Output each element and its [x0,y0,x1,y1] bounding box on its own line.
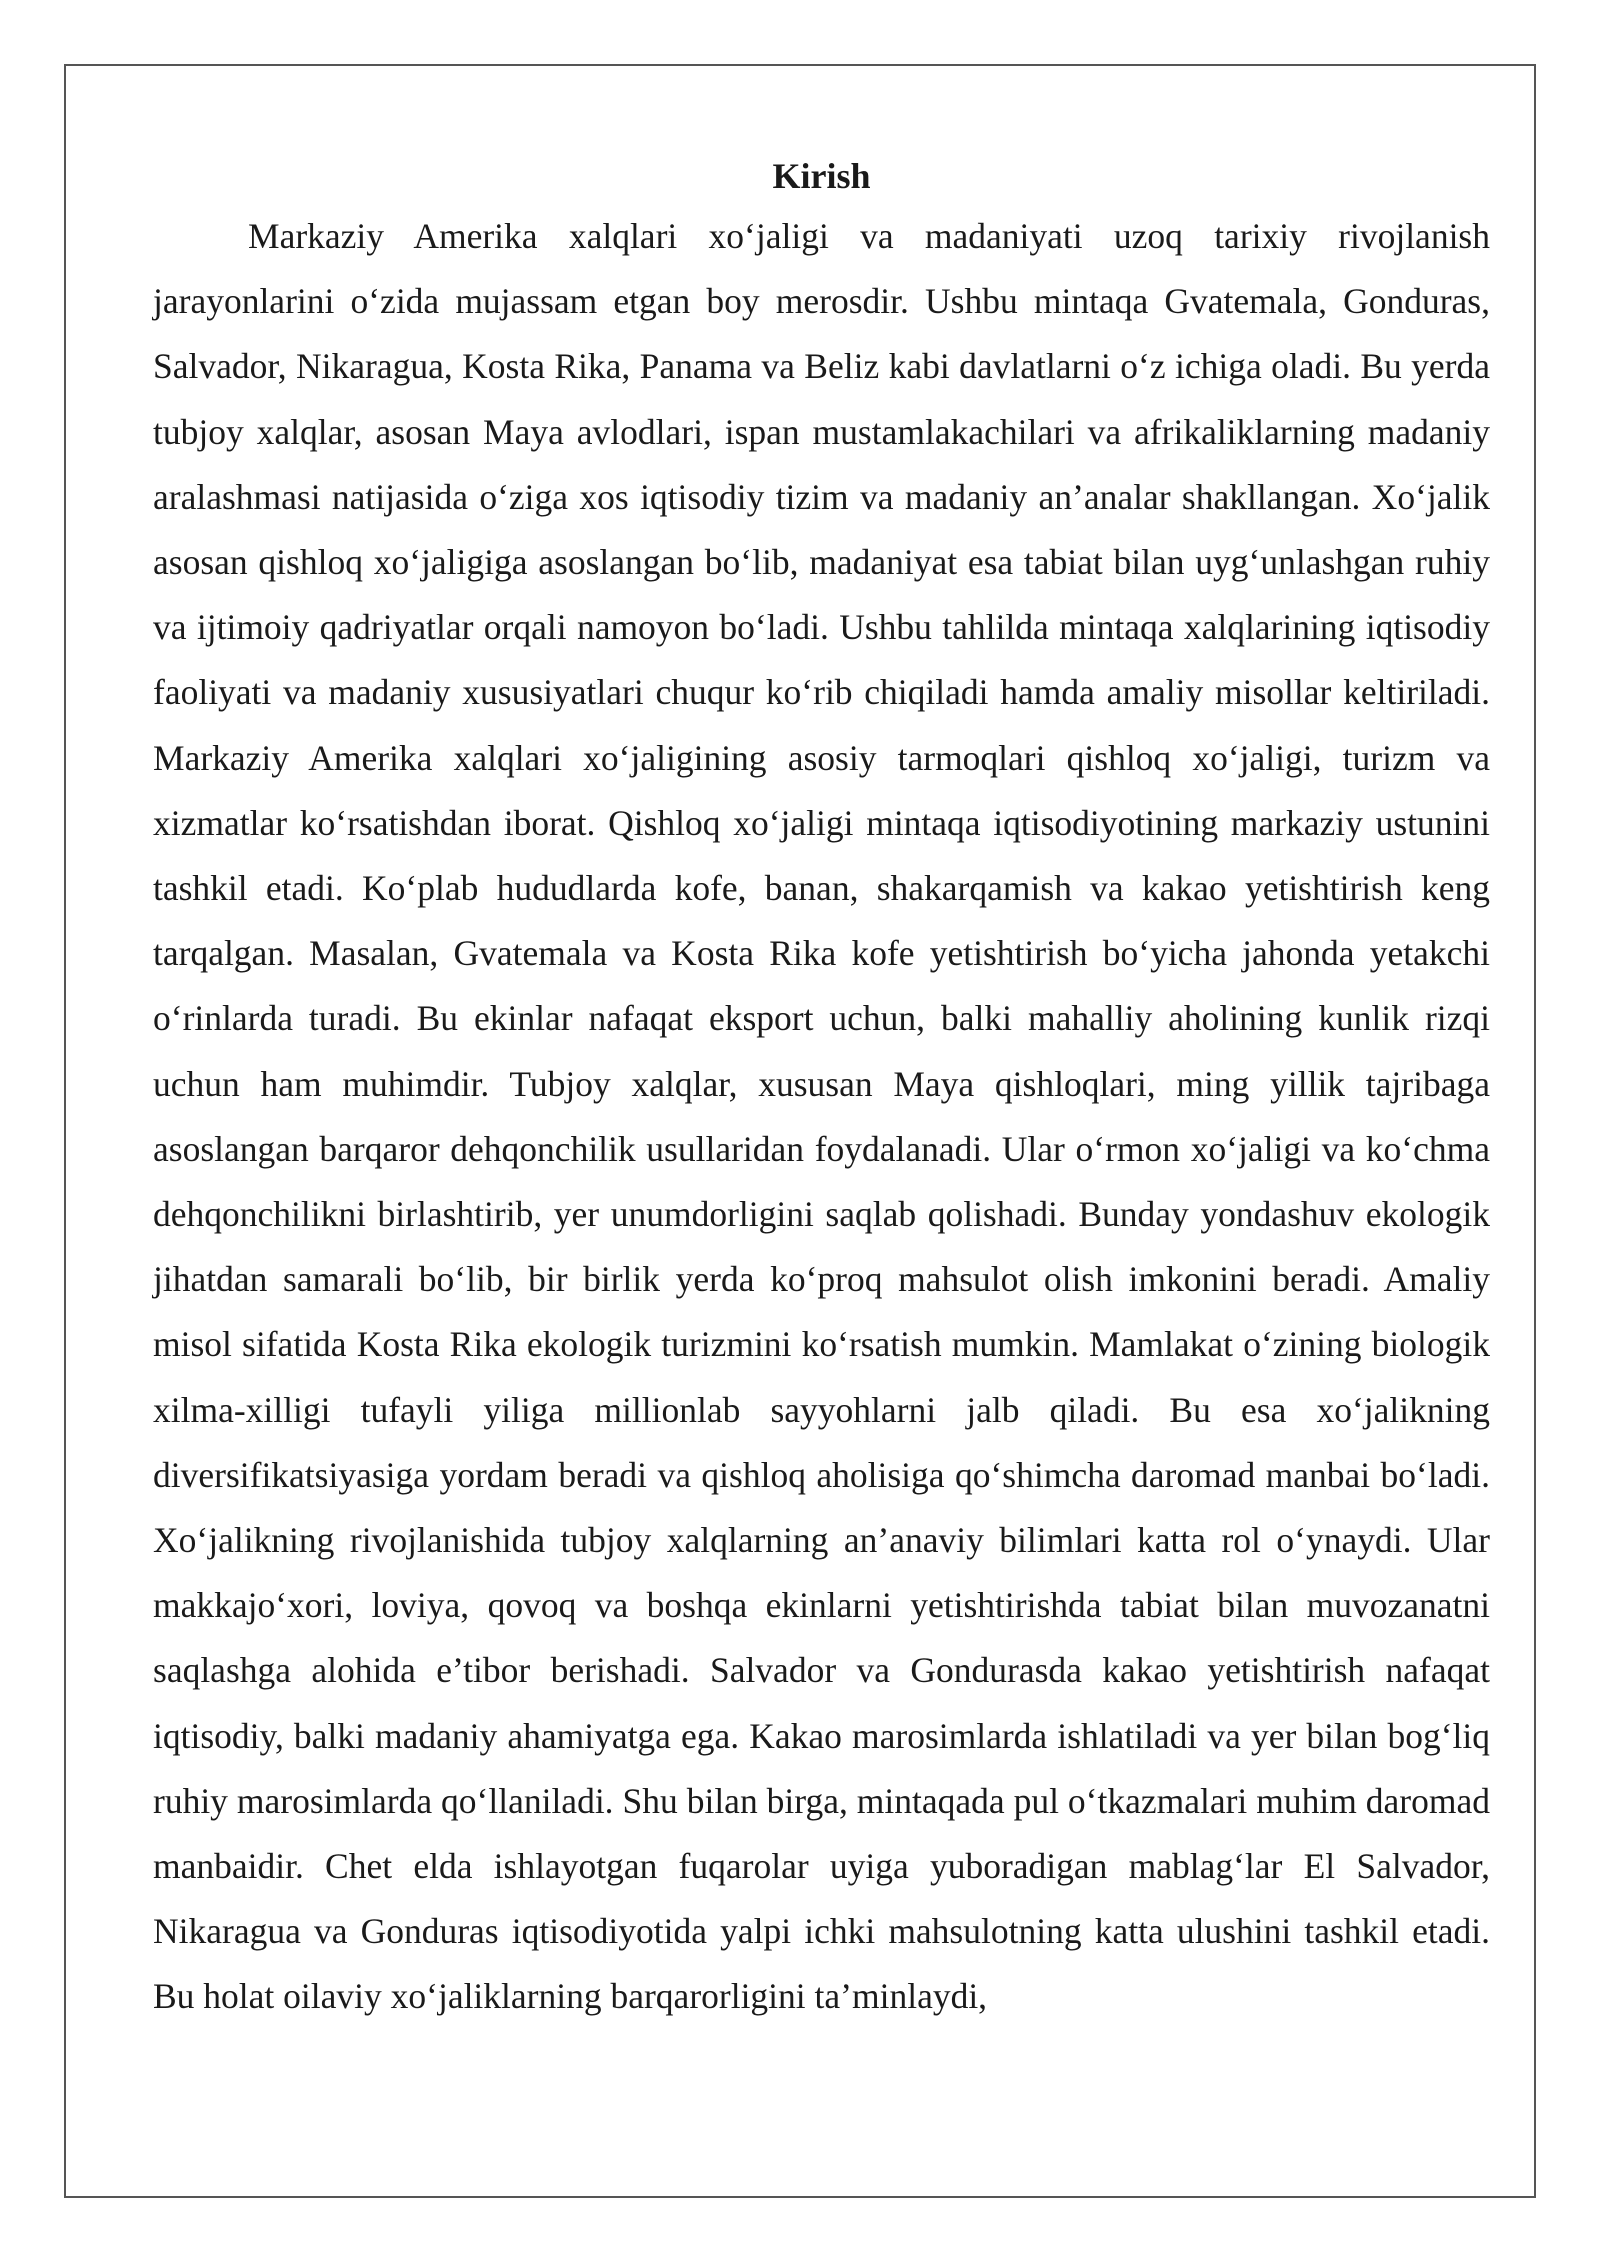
document-title: Kirish [772,156,871,196]
document-body [153,148,1490,2030]
body-paragraph: Markaziy Amerika xalqlari xo‘jaligi va madaniyati uzoq tarixiy rivojlanish jarayonlarini o‘zida mujassam etgan boy merosdir. Ushbu mintaqa Gvatemala, Gonduras, Salvador, Nikaragua, Kosta Rika, Panama va Beliz kabi davlatlarni o‘z ichiga oladi. Bu yerda tubjoy xalqlar, asosan Maya avlodlari, ispan mustamlakachilari va afrikaliklarning madaniy aralashmasi natijasida o‘ziga xos iqtisodiy tizim va madaniy an’analar shakllangan. Xo‘jalik asosan qishloq xo‘jaligiga asoslangan bo‘lib, madaniyat esa tabiat bilan uyg‘unlashgan ruhiy va ijtimoiy qadriyatlar orqali namoyon bo‘ladi. Ushbu tahlilda mintaqa xalqlarining iqtisodiy faoliyati va madaniy xususiyatlari chuqur ko‘rib chiqiladi hamda amaliy misollar keltiriladi. Markaziy Amerika xalqlari xo‘jaligining asosiy tarmoqlari qishloq xo‘jaligi, turizm va xizmatlar ko‘rsatishdan iborat. Qishloq xo‘jaligi mintaqa iqtisodiyotining markaziy ustunini tashkil etadi. Ko‘plab hududlarda kofe, banan, shakarqamish va kakao yetishtirish keng tarqalgan. Masalan, Gvatemala va Kosta Rika kofe yetishtirish bo‘yicha jahonda yetakchi o‘rinlarda turadi. Bu ekinlar nafaqat eksport uchun, balki mahalliy aholining kunlik rizqi uchun ham muhimdir. Tubjoy xalqlar, xususan Maya qishloqlari, ming yillik tajribaga asoslangan barqaror dehqonchilik usullaridan foydalanadi. Ular o‘rmon xo‘jaligi va ko‘chma dehqonchilikni birlashtirib, yer unumdorligini saqlab qolishadi. Bunday yondashuv ekologik jihatdan samarali bo‘lib, bir birlik yerda ko‘proq mahsulot olish imkonini beradi. Amaliy misol sifatida Kosta Rika ekologik turizmini ko‘rsatish mumkin. Mamlakat o‘zining biologik xilma-xilligi tufayli yiliga millionlab sayyohlarni jalb qiladi. Bu esa xo‘jalikning diversifikatsiyasiga yordam beradi va qishloq aholisiga qo‘shimcha daromad manbai bo‘ladi. Xo‘jalikning rivojlanishida tubjoy xalqlarning an’anaviy bilimlari katta rol o‘ynaydi. Ular makkajo‘xori, loviya, qovoq va boshqa ekinlarni yetishtirishda tabiat bilan muvozanatni saqlashga alohida e’tibor berishadi. Salvador va Gondurasda kakao yetishtirish nafaqat iqtisodiy, balki madaniy ahamiyatga ega. Kakao marosimlarda ishlatiladi va yer bilan bog‘liq ruhiy marosimlarda qo‘llaniladi. Shu bilan birga, mintaqada pul o‘tkazmalari muhim daromad manbaidir. Chet elda ishlayotgan fuqarolar uyiga yuboradigan mablag‘lar El Salvador, Nikaragua va Gonduras iqtisodiyotida yalpi ichki mahsulotning katta ulushini tashkil etadi. Bu holat oilaviy xo‘jaliklarning barqarorligini ta’minlaydi, [153,216,1490,2017]
